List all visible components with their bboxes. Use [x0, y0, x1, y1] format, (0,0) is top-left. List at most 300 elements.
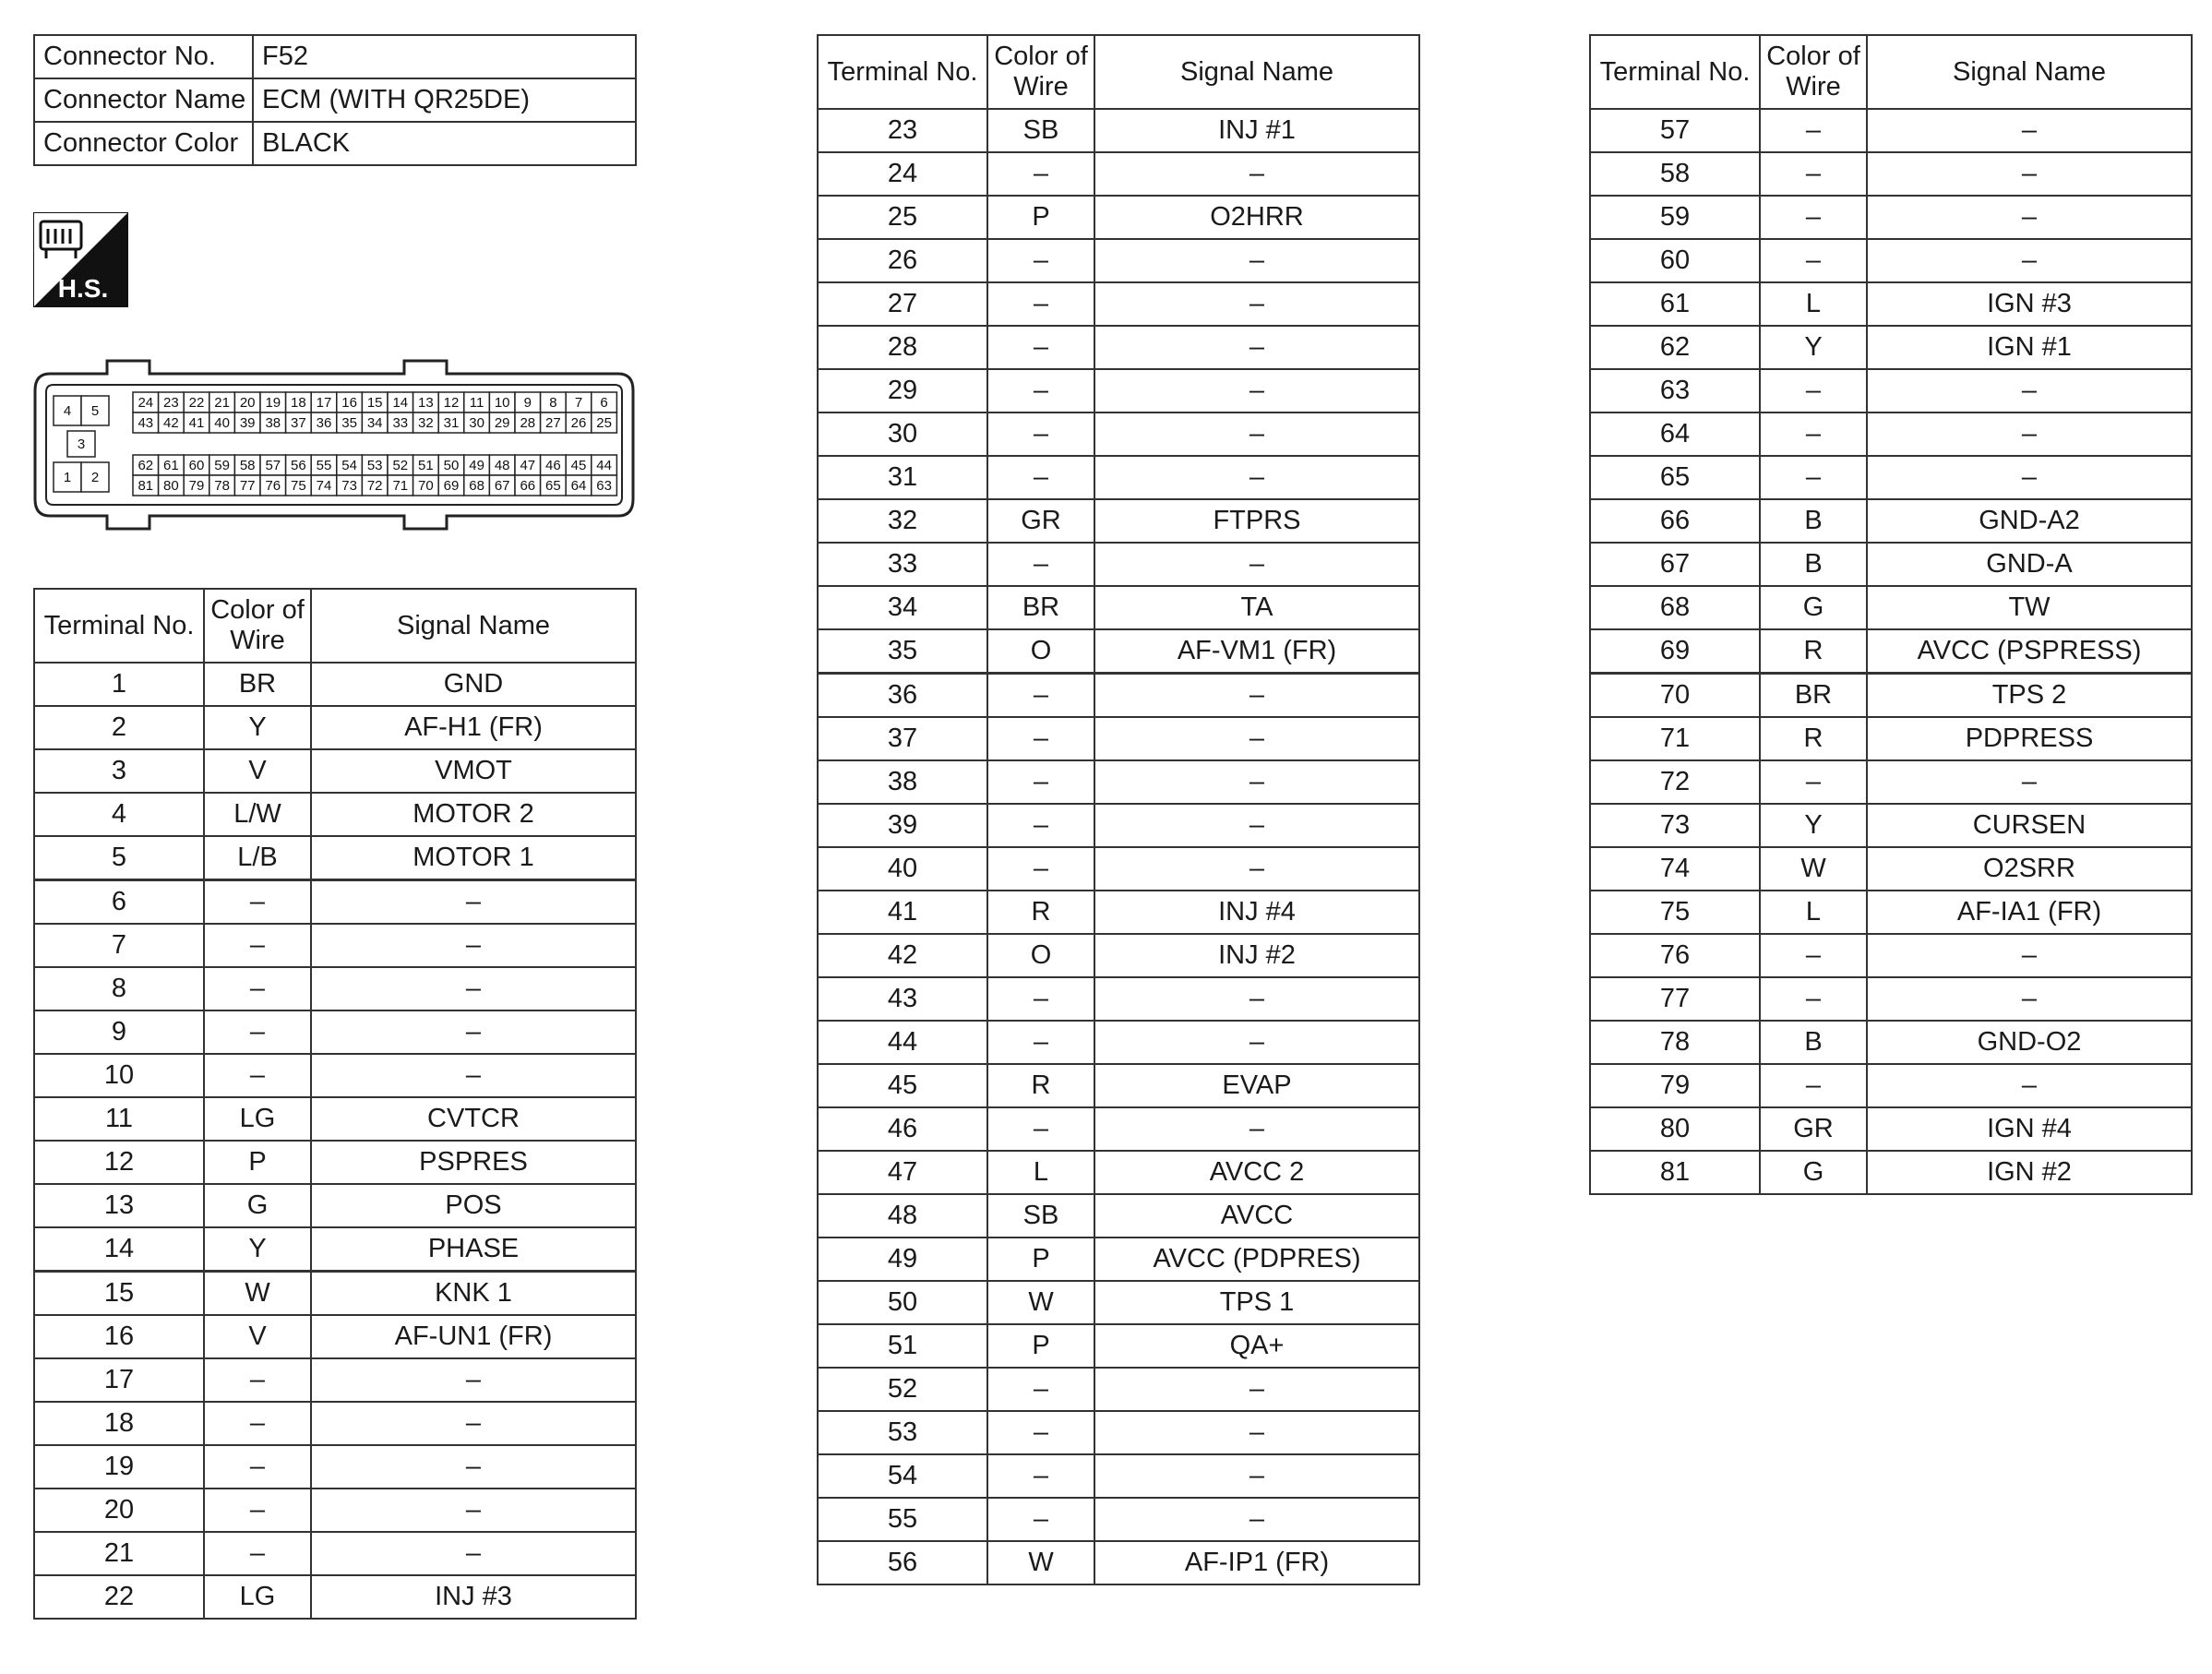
signal-name-cell: PHASE: [311, 1227, 636, 1272]
terminal-no-cell: 22: [34, 1575, 204, 1619]
table-row: [1590, 847, 2192, 891]
table-row: [818, 977, 1419, 1021]
table-row: [34, 663, 636, 706]
terminal-no-cell: 50: [818, 1281, 987, 1324]
signal-name-cell: QA+: [1094, 1324, 1419, 1368]
connector-name-label: Connector Name: [34, 78, 253, 122]
signal-name-cell: INJ #1: [1094, 109, 1419, 152]
pin-label: 59: [214, 458, 230, 473]
terminal-no-cell: 1: [34, 663, 204, 706]
signal-name-cell: POS: [311, 1184, 636, 1227]
table-row: [34, 1227, 636, 1272]
terminal-no-cell: 32: [818, 499, 987, 543]
wire-color-cell: –: [987, 152, 1094, 196]
pin-label: 40: [214, 415, 230, 431]
connector-face-diagram: [31, 353, 639, 538]
pin-label: 74: [316, 478, 332, 494]
signal-name-cell: GND-O2: [1867, 1021, 2192, 1064]
terminal-no-cell: 77: [1590, 977, 1760, 1021]
signal-name-cell: –: [1094, 847, 1419, 891]
pin-label: 46: [545, 458, 561, 473]
terminal-no-cell: 40: [818, 847, 987, 891]
pin-label: 4: [63, 403, 72, 419]
terminal-no-cell: 61: [1590, 282, 1760, 326]
table-row: [818, 1324, 1419, 1368]
wire-color-cell: –: [204, 880, 311, 925]
terminal-no-cell: 8: [34, 967, 204, 1010]
terminal-no-cell: 26: [818, 239, 987, 282]
terminal-no-cell: 46: [818, 1107, 987, 1151]
signal-name-cell: –: [1094, 717, 1419, 760]
signal-name-cell: –: [1867, 413, 2192, 456]
terminal-no-cell: 38: [818, 760, 987, 804]
pin-label: 66: [520, 478, 536, 494]
table-row: [818, 629, 1419, 674]
signal-name-cell: AF-IP1 (FR): [1094, 1541, 1419, 1584]
signal-name-cell: –: [311, 1445, 636, 1489]
wire-color-cell: L: [1760, 282, 1867, 326]
header-terminal-no: Terminal No.: [1590, 35, 1760, 109]
terminal-no-cell: 17: [34, 1358, 204, 1402]
pin-label: 27: [545, 415, 561, 431]
wire-color-cell: G: [1760, 586, 1867, 629]
wire-color-cell: O: [987, 934, 1094, 977]
signal-name-cell: –: [1094, 1021, 1419, 1064]
terminal-no-cell: 33: [818, 543, 987, 586]
signal-name-cell: –: [1094, 456, 1419, 499]
signal-name-cell: –: [1094, 1107, 1419, 1151]
wire-color-cell: Y: [1760, 326, 1867, 369]
terminal-no-cell: 25: [818, 196, 987, 239]
wire-color-cell: –: [987, 239, 1094, 282]
wire-color-cell: Y: [1760, 804, 1867, 847]
pin-label: 68: [469, 478, 484, 494]
terminal-no-cell: 76: [1590, 934, 1760, 977]
signal-name-cell: KNK 1: [311, 1272, 636, 1316]
header-terminal-no: Terminal No.: [818, 35, 987, 109]
wire-color-cell: BR: [204, 663, 311, 706]
wire-color-cell: –: [987, 717, 1094, 760]
signal-name-cell: PSPRES: [311, 1141, 636, 1184]
terminal-no-cell: 62: [1590, 326, 1760, 369]
signal-name-cell: AF-IA1 (FR): [1867, 891, 2192, 934]
terminal-table-3: [1589, 34, 2193, 1195]
pin-label: 60: [188, 458, 205, 473]
terminal-no-cell: 59: [1590, 196, 1760, 239]
signal-name-cell: –: [1094, 760, 1419, 804]
pin-label: 54: [341, 458, 357, 473]
wire-color-cell: –: [1760, 977, 1867, 1021]
pin-label: 14: [392, 395, 409, 411]
pin-label: 44: [596, 458, 612, 473]
terminal-no-cell: 71: [1590, 717, 1760, 760]
table-row: [818, 1194, 1419, 1238]
pin-label: 43: [138, 415, 154, 431]
terminal-no-cell: 23: [818, 109, 987, 152]
terminal-no-cell: 51: [818, 1324, 987, 1368]
wire-color-cell: B: [1760, 499, 1867, 543]
table-row: [34, 1575, 636, 1619]
pin-label: 58: [239, 458, 256, 473]
pin-label: 65: [545, 478, 561, 494]
wire-color-cell: W: [204, 1272, 311, 1316]
table-row: [1590, 282, 2192, 326]
terminal-no-cell: 19: [34, 1445, 204, 1489]
terminal-no-cell: 75: [1590, 891, 1760, 934]
table-row: [1590, 413, 2192, 456]
terminal-no-cell: 29: [818, 369, 987, 413]
pin-label: 9: [523, 395, 532, 411]
table-row: [34, 880, 636, 925]
table-row: [1590, 369, 2192, 413]
signal-name-cell: –: [1094, 977, 1419, 1021]
signal-name-cell: –: [1094, 369, 1419, 413]
signal-name-cell: –: [1867, 152, 2192, 196]
terminal-no-cell: 47: [818, 1151, 987, 1194]
signal-name-cell: MOTOR 2: [311, 793, 636, 836]
terminal-no-cell: 43: [818, 977, 987, 1021]
signal-name-cell: –: [1867, 1064, 2192, 1107]
terminal-no-cell: 49: [818, 1238, 987, 1281]
wire-color-cell: O: [987, 629, 1094, 674]
table-row: [34, 1141, 636, 1184]
table-row: [1590, 152, 2192, 196]
table-row: [818, 152, 1419, 196]
wire-color-cell: –: [987, 760, 1094, 804]
signal-name-cell: AVCC: [1094, 1194, 1419, 1238]
terminal-no-cell: 58: [1590, 152, 1760, 196]
table-row: [818, 1498, 1419, 1541]
signal-name-cell: TPS 1: [1094, 1281, 1419, 1324]
table-row: [1590, 1021, 2192, 1064]
wire-color-cell: W: [987, 1541, 1094, 1584]
table-row: [1590, 1064, 2192, 1107]
signal-name-cell: PDPRESS: [1867, 717, 2192, 760]
terminal-no-cell: 72: [1590, 760, 1760, 804]
pin-label: 79: [188, 478, 205, 494]
terminal-no-cell: 12: [34, 1141, 204, 1184]
wire-color-cell: L: [1760, 891, 1867, 934]
signal-name-cell: –: [1094, 674, 1419, 718]
pin-label: 50: [443, 458, 460, 473]
signal-name-cell: –: [1094, 1411, 1419, 1454]
terminal-no-cell: 56: [818, 1541, 987, 1584]
signal-name-cell: AVCC (PDPRES): [1094, 1238, 1419, 1281]
terminal-no-cell: 69: [1590, 629, 1760, 674]
table-row: [818, 1151, 1419, 1194]
wire-color-cell: –: [1760, 760, 1867, 804]
table-row: [818, 109, 1419, 152]
terminal-no-cell: 57: [1590, 109, 1760, 152]
pin-label: 63: [596, 478, 612, 494]
table-row: [818, 1021, 1419, 1064]
terminal-table-header: [1590, 35, 2192, 109]
signal-name-cell: –: [1094, 1368, 1419, 1411]
table-row: [818, 891, 1419, 934]
signal-name-cell: AVCC (PSPRESS): [1867, 629, 2192, 674]
pin-label: 10: [494, 395, 510, 411]
table-row: [818, 1411, 1419, 1454]
pin-label: 51: [418, 458, 434, 473]
wire-color-cell: LG: [204, 1575, 311, 1619]
wire-color-cell: G: [204, 1184, 311, 1227]
terminal-no-cell: 65: [1590, 456, 1760, 499]
signal-name-cell: IGN #2: [1867, 1151, 2192, 1194]
table-row: [818, 934, 1419, 977]
pin-label: 70: [418, 478, 434, 494]
signal-name-cell: INJ #2: [1094, 934, 1419, 977]
table-row: [818, 847, 1419, 891]
terminal-no-cell: 39: [818, 804, 987, 847]
pin-label: 39: [239, 415, 256, 431]
signal-name-cell: –: [1867, 369, 2192, 413]
signal-name-cell: INJ #4: [1094, 891, 1419, 934]
header-terminal-no: Terminal No.: [34, 589, 204, 663]
terminal-no-cell: 67: [1590, 543, 1760, 586]
pin-label: 34: [366, 415, 383, 431]
wire-color-cell: –: [1760, 413, 1867, 456]
wire-color-cell: L/B: [204, 836, 311, 880]
terminal-no-cell: 28: [818, 326, 987, 369]
header-signal-name: Signal Name: [311, 589, 636, 663]
terminal-no-cell: 53: [818, 1411, 987, 1454]
terminal-no-cell: 52: [818, 1368, 987, 1411]
table-row: [1590, 196, 2192, 239]
pin-label: 28: [520, 415, 536, 431]
pin-label: 47: [520, 458, 536, 473]
terminal-no-cell: 73: [1590, 804, 1760, 847]
wire-color-cell: L/W: [204, 793, 311, 836]
terminal-no-cell: 54: [818, 1454, 987, 1498]
wire-color-cell: –: [204, 967, 311, 1010]
table-row: [1590, 891, 2192, 934]
pin-label: 25: [596, 415, 612, 431]
terminal-table-header: [818, 35, 1419, 109]
terminal-no-cell: 35: [818, 629, 987, 674]
wire-color-cell: –: [1760, 456, 1867, 499]
signal-name-cell: O2SRR: [1867, 847, 2192, 891]
terminal-no-cell: 66: [1590, 499, 1760, 543]
wire-color-cell: B: [1760, 1021, 1867, 1064]
table-row: [34, 1010, 636, 1054]
table-row: [818, 196, 1419, 239]
wire-color-cell: L: [987, 1151, 1094, 1194]
wire-color-cell: R: [1760, 629, 1867, 674]
table-row: [1590, 1151, 2192, 1194]
connector-color-value: BLACK: [253, 122, 636, 165]
pin-label: 26: [570, 415, 587, 431]
pin-label: 20: [239, 395, 256, 411]
pin-label: 48: [494, 458, 510, 473]
table-row: [1590, 674, 2192, 718]
terminal-no-cell: 13: [34, 1184, 204, 1227]
connector-no-row: [34, 35, 636, 78]
terminal-no-cell: 60: [1590, 239, 1760, 282]
pin-label: 73: [341, 478, 357, 494]
wire-color-cell: –: [987, 326, 1094, 369]
table-row: [1590, 456, 2192, 499]
pin-label: 72: [366, 478, 383, 494]
pin-label: 49: [469, 458, 484, 473]
pin-label: 75: [291, 478, 306, 494]
signal-name-cell: –: [1094, 1498, 1419, 1541]
terminal-table-2: [817, 34, 1420, 1585]
pin-label: 52: [392, 458, 409, 473]
table-row: [818, 456, 1419, 499]
signal-name-cell: GND: [311, 663, 636, 706]
terminal-no-cell: 74: [1590, 847, 1760, 891]
wire-color-cell: –: [1760, 369, 1867, 413]
table-row: [818, 499, 1419, 543]
header-signal-name: Signal Name: [1094, 35, 1419, 109]
wire-color-cell: GR: [1760, 1107, 1867, 1151]
terminal-no-cell: 64: [1590, 413, 1760, 456]
pin-label: 64: [570, 478, 587, 494]
table-row: [818, 1368, 1419, 1411]
table-row: [1590, 326, 2192, 369]
table-row: [818, 369, 1419, 413]
pin-label: 8: [549, 395, 557, 411]
table-row: [1590, 499, 2192, 543]
signal-name-cell: –: [1867, 977, 2192, 1021]
signal-name-cell: TA: [1094, 586, 1419, 629]
pin-label: 23: [163, 395, 179, 411]
signal-name-cell: TW: [1867, 586, 2192, 629]
table-row: [1590, 804, 2192, 847]
terminal-no-cell: 2: [34, 706, 204, 749]
pin-label: 81: [138, 478, 154, 494]
pin-label: 32: [418, 415, 434, 431]
table-row: [34, 1184, 636, 1227]
table-row: [818, 282, 1419, 326]
wire-color-cell: –: [1760, 239, 1867, 282]
table-row: [818, 239, 1419, 282]
signal-name-cell: MOTOR 1: [311, 836, 636, 880]
pin-label: 13: [418, 395, 434, 411]
wire-color-cell: –: [987, 977, 1094, 1021]
terminal-no-cell: 55: [818, 1498, 987, 1541]
table-row: [34, 1489, 636, 1532]
table-row: [34, 967, 636, 1010]
wire-color-cell: –: [987, 674, 1094, 718]
pin-label: 45: [570, 458, 587, 473]
table-row: [34, 706, 636, 749]
pin-label: 35: [341, 415, 357, 431]
wire-color-cell: R: [987, 891, 1094, 934]
wire-color-cell: SB: [987, 1194, 1094, 1238]
signal-name-cell: AVCC 2: [1094, 1151, 1419, 1194]
terminal-no-cell: 70: [1590, 674, 1760, 718]
table-row: [34, 793, 636, 836]
terminal-table-1: [33, 588, 637, 1620]
table-row: [818, 1064, 1419, 1107]
table-row: [818, 326, 1419, 369]
wire-color-cell: –: [204, 1054, 311, 1097]
signal-name-cell: VMOT: [311, 749, 636, 793]
wire-color-cell: –: [987, 1021, 1094, 1064]
pin-label: 1: [63, 470, 72, 485]
pin-label: 17: [316, 395, 332, 411]
terminal-no-cell: 42: [818, 934, 987, 977]
signal-name-cell: –: [311, 880, 636, 925]
signal-name-cell: GND-A: [1867, 543, 2192, 586]
pin-label: 71: [392, 478, 409, 494]
table-row: [818, 760, 1419, 804]
pin-label: 78: [214, 478, 230, 494]
signal-name-cell: CVTCR: [311, 1097, 636, 1141]
signal-name-cell: –: [311, 1402, 636, 1445]
hs-icon-label: H.S.: [57, 274, 109, 303]
table-row: [818, 717, 1419, 760]
table-row: [1590, 586, 2192, 629]
wire-color-cell: P: [204, 1141, 311, 1184]
pin-label: 2: [90, 470, 100, 485]
signal-name-cell: GND-A2: [1867, 499, 2192, 543]
wire-color-cell: –: [987, 847, 1094, 891]
terminal-no-cell: 79: [1590, 1064, 1760, 1107]
table-row: [1590, 1107, 2192, 1151]
terminal-no-cell: 10: [34, 1054, 204, 1097]
terminal-no-cell: 18: [34, 1402, 204, 1445]
pin-label: 16: [341, 395, 357, 411]
pin-label: 53: [366, 458, 383, 473]
wire-color-cell: –: [1760, 1064, 1867, 1107]
pin-label: 33: [392, 415, 409, 431]
header-color-of-wire: Color of Wire: [987, 35, 1094, 109]
signal-name-cell: –: [1867, 456, 2192, 499]
terminal-no-cell: 68: [1590, 586, 1760, 629]
pin-label: 80: [163, 478, 179, 494]
pin-label: 57: [265, 458, 281, 473]
table-row: [1590, 760, 2192, 804]
terminal-no-cell: 14: [34, 1227, 204, 1272]
wire-color-cell: –: [987, 804, 1094, 847]
wire-color-cell: –: [1760, 196, 1867, 239]
terminal-no-cell: 44: [818, 1021, 987, 1064]
wire-color-cell: –: [987, 456, 1094, 499]
wire-color-cell: –: [987, 282, 1094, 326]
signal-name-cell: AF-H1 (FR): [311, 706, 636, 749]
pin-label: 5: [90, 403, 100, 419]
terminal-no-cell: 16: [34, 1315, 204, 1358]
table-row: [818, 674, 1419, 718]
terminal-no-cell: 24: [818, 152, 987, 196]
pin-label: 24: [138, 395, 154, 411]
terminal-no-cell: 5: [34, 836, 204, 880]
signal-name-cell: –: [311, 1532, 636, 1575]
pin-label: 15: [366, 395, 383, 411]
table-row: [818, 586, 1419, 629]
terminal-no-cell: 6: [34, 880, 204, 925]
table-row: [818, 543, 1419, 586]
table-row: [818, 1107, 1419, 1151]
pin-label: 19: [265, 395, 281, 411]
terminal-no-cell: 78: [1590, 1021, 1760, 1064]
signal-name-cell: –: [311, 1489, 636, 1532]
table-row: [34, 1532, 636, 1575]
pin-label: 22: [188, 395, 205, 411]
signal-name-cell: –: [1094, 152, 1419, 196]
terminal-no-cell: 27: [818, 282, 987, 326]
signal-name-cell: –: [1867, 239, 2192, 282]
signal-name-cell: –: [1094, 282, 1419, 326]
pin-label: 29: [494, 415, 510, 431]
terminal-no-cell: 4: [34, 793, 204, 836]
pin-label: 30: [469, 415, 484, 431]
header-color-of-wire: Color of Wire: [1760, 35, 1867, 109]
wire-color-cell: P: [987, 196, 1094, 239]
connector-info-table: [33, 34, 637, 166]
